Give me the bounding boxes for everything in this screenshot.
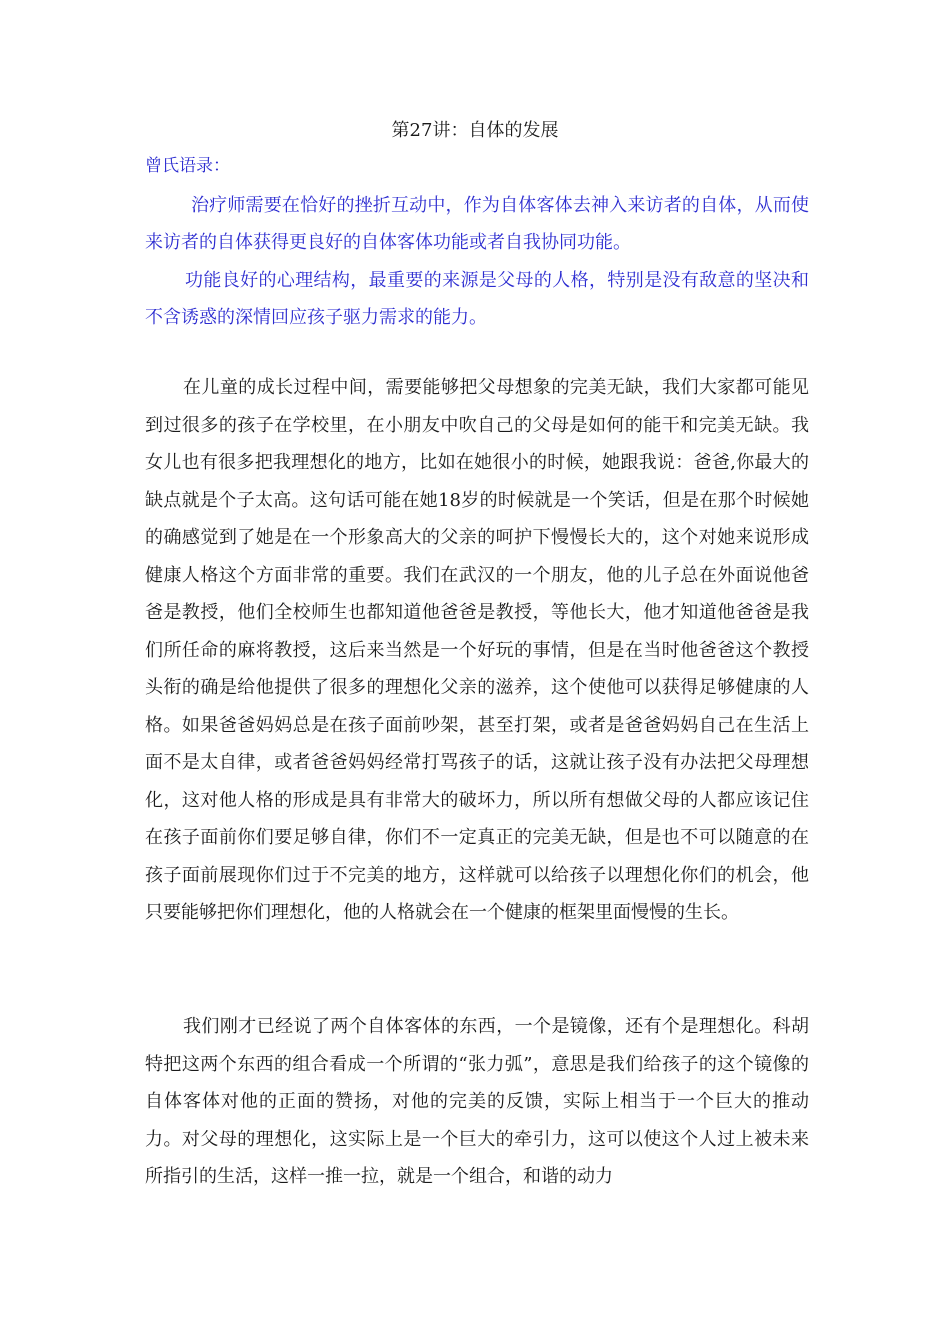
body-paragraph: 在儿童的成长过程中间，需要能够把父母想象的完美无缺，我们大家都可能见到过很多的孩子在学校里，在小朋友中吹自己的父母是如何的能干和完美无缺。我女儿也有很多把我理想化的地方，比如在她很小的时候，她跟我说：爸爸,你最大的缺点就是个子太高。这句话可能在她18岁的时候就是一个笑话，但是在那个时候她的确感觉到了她是在一个形象高大的父亲的呵护下慢慢长大的，这个对她来说形成健康人格这个方面非常的重要。我们在武汉的一个朋友，他的儿子总在外面说他爸爸是教授，他们全校师生也都知道他爸爸是教授，等他长大，他才知道他爸爸是我们所任命的麻将教授，这后来当然是一个好玩的事情，但是在当时他爸爸这个教授头衔的确是给他提供了很多的理想化父亲的滋养，这个使他可以获得足够健康的人格。如果爸爸妈妈总是在孩子面前吵架，甚至打架，或者是爸爸妈妈自己在生活上面不是太自律，或者爸爸妈妈经常打骂孩子的话，这就让孩子没有办法把父母理想化，这对他人格的形成是具有非常大的破坏力，所以所有想做父母的人都应该记住在孩子面前你们要足够自律，你们不一定真正的完美无缺，但是也不可以随意的在孩子面前展现你们过于不完美的地方，这样就可以给孩子以理想化你们的机会，他只要能够把你们理想化，他的人格就会在一个健康的框架里面慢慢的生长。 bbox=[145, 377, 809, 923]
page-title: 第27讲：自体的发展 bbox=[391, 120, 559, 141]
body-paragraph: 我们刚才已经说了两个自体客体的东西，一个是镜像，还有个是理想化。科胡特把这两个东西的组合看成一个所谓的“张力弧”，意思是我们给孩子的这个镜像的自体客体对他的正面的赞扬，对他的完美的反馈，实际上相当于一个巨大的推动力。对父母的理想化，这实际上是一个巨大的牵引力，这可以使这个人过上被未来所指引的生活，这样一推一拉，就是一个组合，和谐的动力 bbox=[145, 1016, 809, 1187]
quote-paragraph: 功能良好的心理结构，最重要的来源是父母的人格，特别是没有敌意的坚决和不含诱惑的深情回应孩子驱力需求的能力。 bbox=[145, 270, 809, 328]
quote-paragraph: 治疗师需要在恰好的挫折互动中，作为自体客体去神入来访者的自体，从而使来访者的自体获得更良好的自体客体功能或者自我协同功能。 bbox=[145, 195, 809, 253]
quote-label: 曾氏语录： bbox=[145, 156, 230, 176]
